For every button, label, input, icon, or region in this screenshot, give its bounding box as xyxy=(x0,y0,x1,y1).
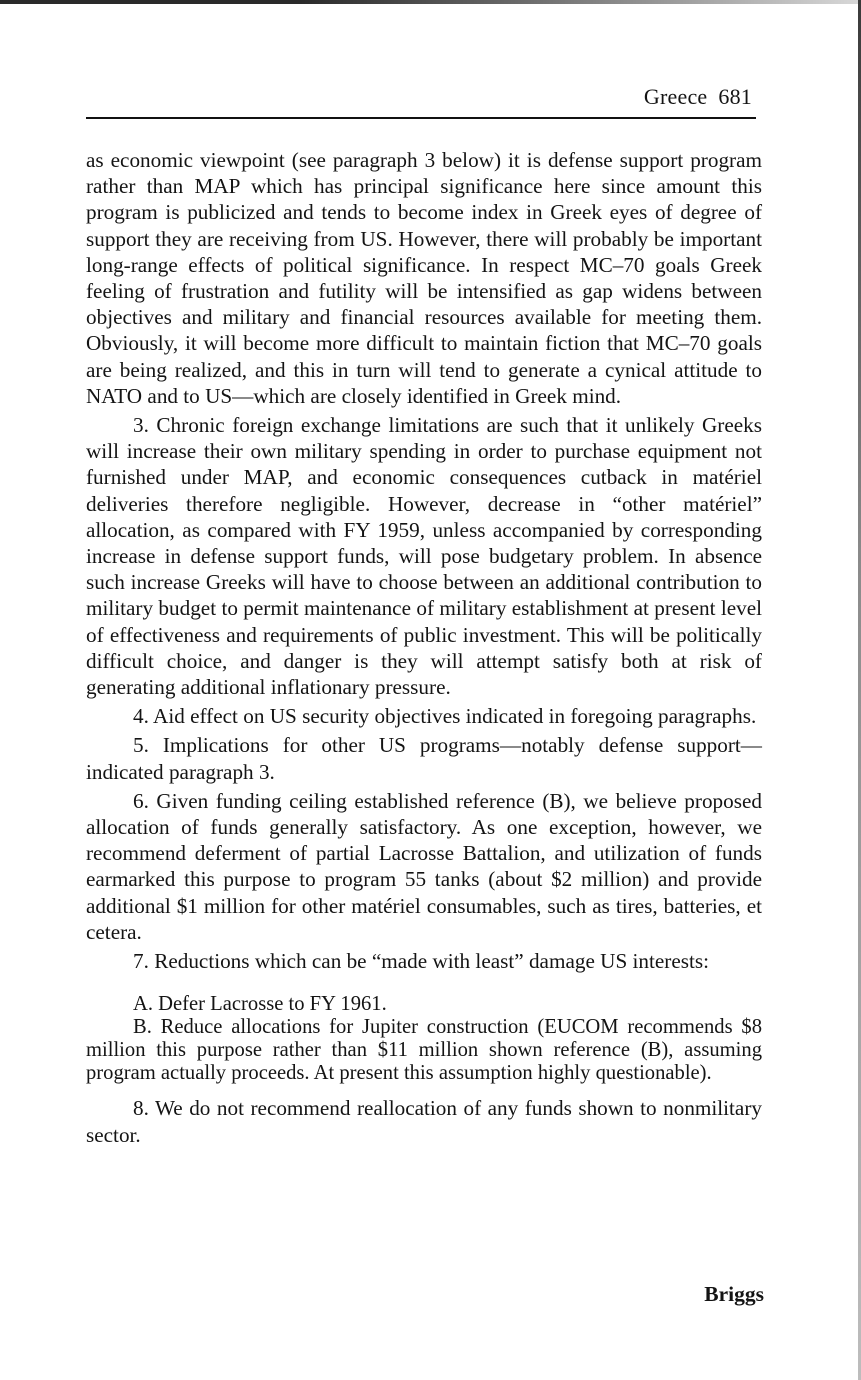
page-header xyxy=(86,82,756,118)
paragraph-continued: as economic viewpoint (see paragraph 3 below) it is defense support program rather than MAP which has principal significance here since amount this program is publicized and tends to become index in Greek eyes of degree of support they are receiving from US. However, there will probably be important long-range effects of political significance. In respect MC–70 goals Greek feeling of frustration and futility will be intensified as gap widens between objectives and military and financial resources available for meeting them. Obviously, it will become more difficult to maintain fiction that MC–70 goals are being realized, and this in turn will tend to generate a cynical attitude to NATO and to US—which are closely identified in Greek mind. xyxy=(86,148,762,408)
header-rule xyxy=(86,117,756,119)
list-item-b: B. Reduce allocations for Jupiter construction (EUCOM recommends $8 million this purpose rather than $11 million shown reference (B), assuming program actually proceeds. At present this assumption highly questionable). xyxy=(86,1016,762,1085)
paragraph-8: 8. We do not recommend reallocation of any funds shown to nonmilitary sector. xyxy=(86,1096,762,1147)
body-text xyxy=(86,147,762,1151)
paragraph-3: 3. Chronic foreign exchange limitations are such that it unlikely Greeks will increase their own military spending in order to purchase equipment not furnished under MAP, and economic consequences cutback in matériel deliveries therefore negligible. However, decrease in “other matériel” allocation, as compared with FY 1959, unless accompanied by corresponding increase in defense support funds, will pose budgetary problem. In absence such increase Greeks will have to choose between an additional contribution to military budget to permit maintenance of military establishment at present level of effectiveness and requirements of public investment. This will be politically difficult choice, and danger is they will attempt satisfy both at risk of generating additional inflationary pressure. xyxy=(86,413,762,700)
signature: Briggs xyxy=(704,1282,764,1306)
page-number: 681 xyxy=(718,84,752,109)
scan-edge-top xyxy=(0,0,861,4)
section-title: Greece xyxy=(643,84,708,109)
reductions-list xyxy=(86,993,762,1085)
list-item-a: A. Defer Lacrosse to FY 1961. xyxy=(133,993,387,1016)
paragraph-4: 4. Aid effect on US security objectives indicated in foregoing paragraphs. xyxy=(133,704,757,729)
running-head xyxy=(644,84,752,110)
paragraph-6: 6. Given funding ceiling established reference (B), we believe proposed allocation of funds generally satisfactory. As one exception, however, we recommend deferment of partial Lacrosse Battalion, and utilization of funds earmarked this purpose to program 55 tanks (about $2 million) and provide additional $1 million for other matériel consumables, such as tires, batteries, et cetera. xyxy=(86,788,762,944)
paragraph-5: 5. Implications for other US programs—notably defense support—indicated paragraph 3. xyxy=(86,733,762,784)
paragraph-7: 7. Reductions which can be “made with least” damage US interests: xyxy=(133,949,710,974)
